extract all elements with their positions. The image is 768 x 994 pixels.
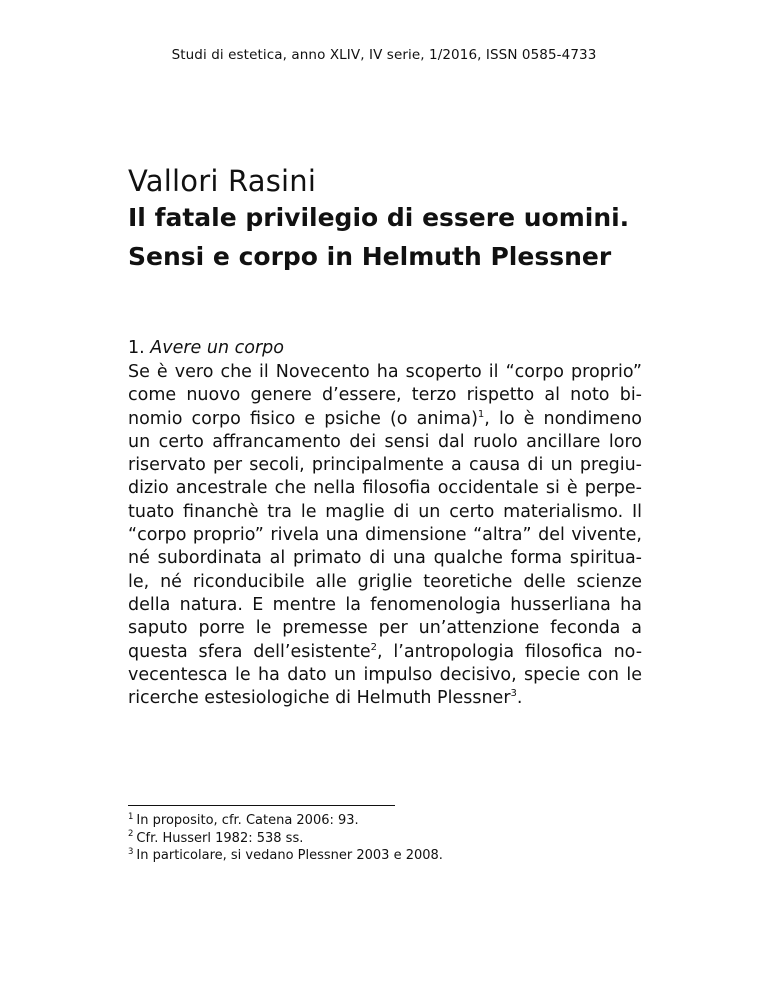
footnote-text: In proposito, cfr. Catena 2006: 93.	[136, 813, 359, 828]
body-line: un certo affrancamento dei sensi dal ruolo ancillare loro	[128, 431, 642, 452]
body-line: dizio ancestrale che nella filosofia occidentale si è perpe-	[128, 478, 642, 499]
footnote-reference[interactable]: 1	[477, 408, 485, 420]
footnote-mark: 1	[128, 811, 134, 822]
footnote-text: Cfr. Husserl 1982: 538 ss.	[136, 830, 304, 846]
body-line-segment: ricerche estesiologiche di Helmuth Plessner	[128, 688, 511, 709]
body-line	[128, 408, 642, 431]
running-header: Studi di estetica, anno XLIV, IV serie, 1/2016, ISSN 0585-4733	[171, 47, 597, 63]
section-number: 1.	[128, 338, 151, 358]
footnote-reference[interactable]: 2	[370, 641, 378, 653]
body-paragraph	[128, 361, 642, 710]
body-line: né subordinata al primato di una qualche forma spiritua-	[128, 548, 642, 569]
body-line: tuato financhè tra le maglie di un certo materialismo. Il	[128, 501, 642, 522]
article-title-line-1: Il fatale privilegio di essere uomini.	[128, 203, 630, 232]
footnote-mark: 2	[128, 829, 134, 840]
body-line: saputo porre le premesse per un’attenzione feconda a	[128, 618, 642, 639]
footnote-text: In particolare, si vedano Plessner 2003 e 2008.	[136, 848, 443, 864]
body-line: riservato per secoli, principalmente a causa di un pregiu-	[128, 455, 642, 476]
footnote-reference[interactable]: 3	[510, 688, 517, 700]
body-line-segment: , l’antropologia filosofica no-	[377, 641, 643, 662]
body-line-segment: nomio corpo fisico e psiche (o anima)	[128, 408, 478, 429]
body-line-segment: questa sfera dell’esistente	[128, 641, 371, 662]
footnotes	[128, 812, 443, 865]
article-title-line-2: Sensi e corpo in Helmuth Plessner	[128, 242, 612, 271]
footnote-mark: 3	[128, 846, 134, 857]
body-line: Se è vero che il Novecento ha scoperto il “corpo proprio”	[128, 362, 642, 382]
footnote-divider	[128, 805, 395, 806]
body-line	[128, 641, 642, 664]
body-line: le, né riconducibile alle griglie teoretiche delle scienze	[128, 571, 642, 592]
body-line	[128, 687, 642, 710]
author-name: Vallori Rasini	[128, 164, 317, 198]
body-line: vecentesca le ha dato un impulso decisivo, specie con le	[128, 664, 642, 685]
body-line-segment: .	[516, 688, 523, 709]
body-line-segment: , lo è nondimeno	[484, 408, 642, 429]
footnote	[128, 812, 443, 830]
footnote	[128, 847, 443, 865]
footnote	[128, 830, 443, 848]
section-heading	[128, 338, 284, 358]
body-line: della natura. E mentre la fenomenologia husserliana ha	[128, 594, 642, 615]
body-line: come nuovo genere d’essere, terzo rispetto al noto bi-	[128, 385, 642, 406]
section-title: Avere un corpo	[150, 338, 284, 358]
body-line: “corpo proprio” rivela una dimensione “altra” del vivente,	[128, 525, 642, 546]
